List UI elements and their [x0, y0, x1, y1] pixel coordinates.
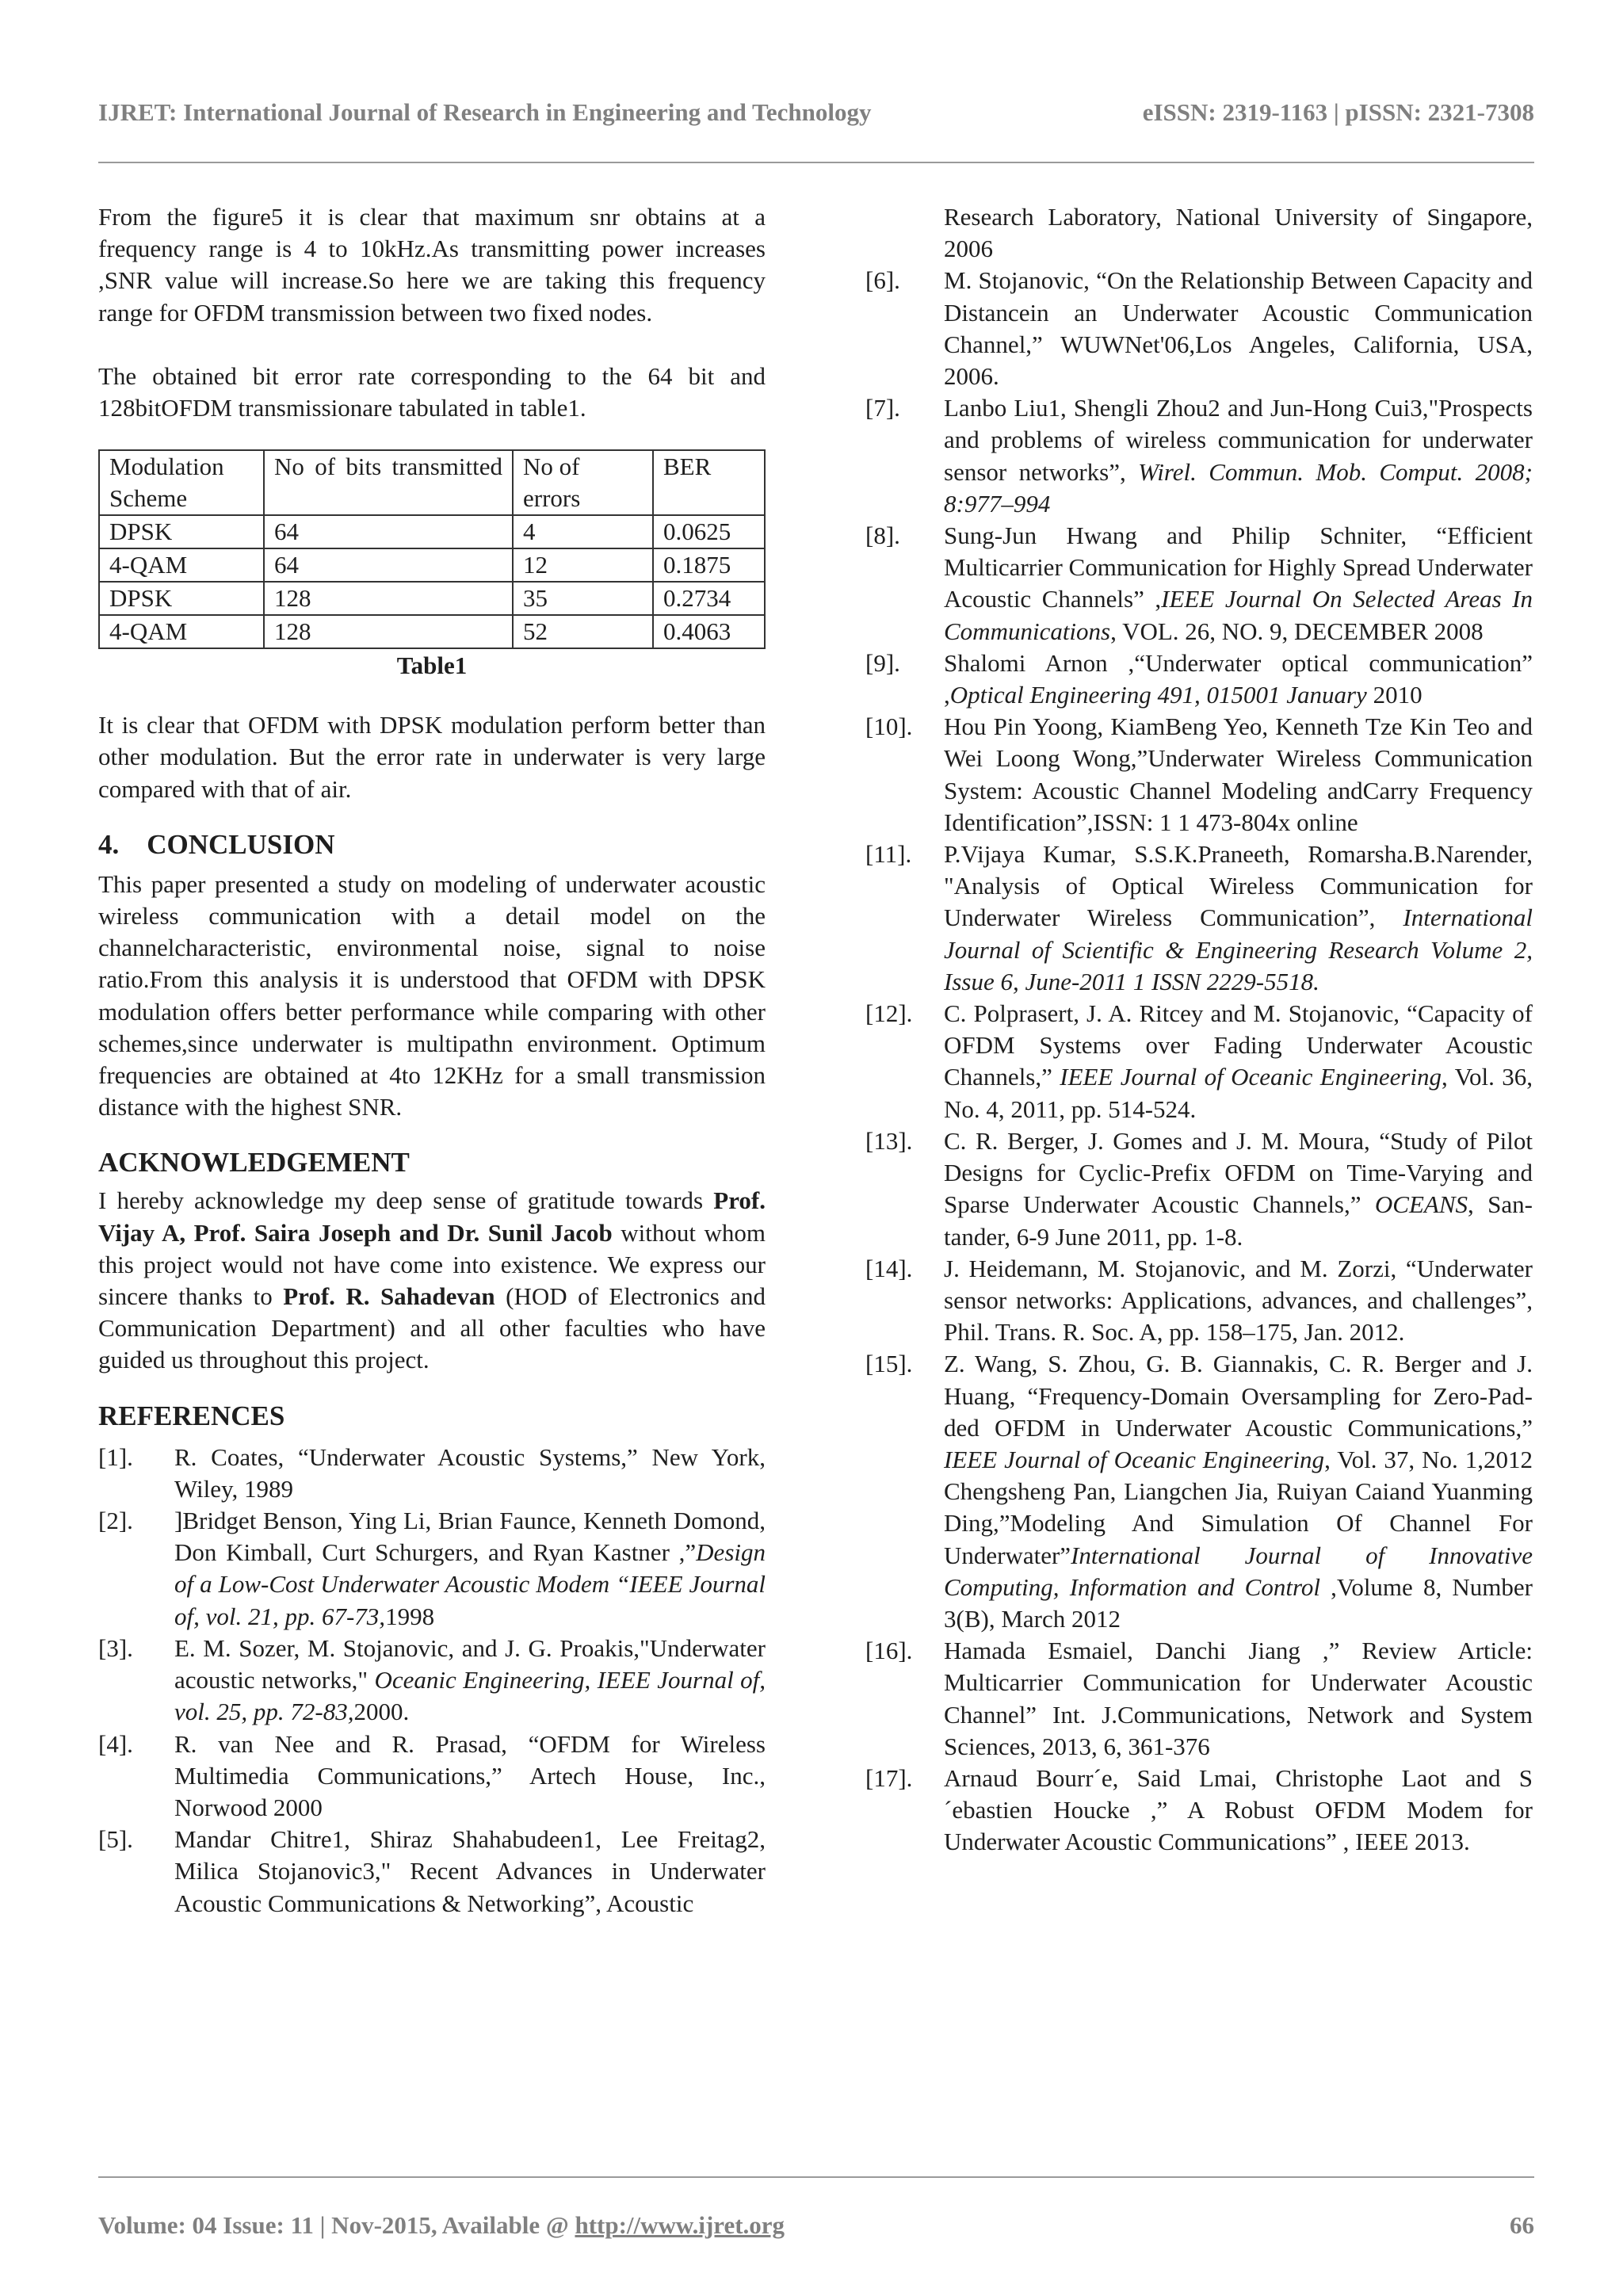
table-header-cell: No of errors	[513, 450, 653, 515]
table-row	[99, 548, 765, 582]
table-cell: 0.4063	[653, 615, 765, 648]
table-cell: 64	[264, 548, 513, 582]
paragraph-dpsk-result: It is clear that OFDM with DPSK modulation perform better than other modulation. But the error rate in underwater is very large compared with that of air.	[98, 711, 766, 803]
footer-volume: Volume: 04 Issue: 11 | Nov-2015, Available @	[98, 2211, 575, 2239]
footer-rule	[98, 2176, 1534, 2178]
header-rule	[98, 162, 1534, 163]
table-row	[99, 582, 765, 615]
reference-item: [15]. Z. Wang, S. Zhou, G. B. Giannakis, C. R. Berger and J. Huang, “Frequency-Domain Oversampling for Zero-Pad- ded OFDM in Underwater Acoustic Communications,” IEEE Journal of Oceanic Engineering, Vol. 37, No. 1,2012 Chengsheng Pan, Liangchen Jia, Ruiyan Caiand Yuanming Ding,”Modeling And Simulation Of Channel For Underwater”International Journal of Innovative Computing, Information and Control ,Volume 8, Number 3(B), March 2012	[865, 1350, 1533, 1633]
journal-title: IJRET: International Journal of Research in Engineering and Technology	[98, 98, 872, 126]
table-header-cell: No of bits transmitted	[264, 450, 513, 515]
left-column	[98, 201, 766, 1920]
acknowledgement-heading: ACKNOWLEDGEMENT	[98, 1147, 410, 1179]
table-cell: 0.1875	[653, 548, 765, 582]
page-header	[98, 98, 1534, 136]
table-cell: 64	[264, 515, 513, 548]
reference-item: [14]. J. Heidemann, M. Stojanovic, and M. Zorzi, “Underwater sensor networks: Applications, advances, and challenges”, Phil. Trans. R. Soc. A, pp. 158–175, Jan. 2012.	[865, 1254, 1533, 1347]
reference-item: [13]. C. R. Berger, J. Gomes and J. M. Moura, “Study of Pilot Designs for Cyclic-Prefix OFDM on Time-Varying and Sparse Underwater Acoustic Channels,” OCEANS, San- tander, 6-9 June 2011, pp. 1-8.	[865, 1126, 1533, 1251]
table-cell: 128	[264, 582, 513, 615]
reference-item: [17]. Arnaud Bourr´e, Said Lmai, Christophe Laot and S´ebastien Houcke ,” A Robust OFDM Modem for Underwater Acoustic Communications” , IEEE 2013.	[865, 1763, 1533, 1856]
table-cell: 52	[513, 615, 653, 648]
right-column	[865, 201, 1533, 1859]
references-heading: REFERENCES	[98, 1400, 285, 1431]
footer-link[interactable]: http://www.ijret.org	[575, 2211, 785, 2239]
acknowledgement-text: I hereby acknowledge my deep sense of gratitude towards Prof. Vijay A, Prof. Saira Joseph and Dr. Sunil Jacob without whom this project would not have come into existence. We express our sincere thanks to Prof. R. Sahadevan (HOD of Electronics and Communication Department) and all other faculties who have guided us throughout this project.	[98, 1186, 766, 1374]
conclusion-heading: 4. CONCLUSION	[98, 828, 335, 860]
table-cell: 35	[513, 582, 653, 615]
reference-item: [9]. Shalomi Arnon ,“Underwater optical communication” ,Optical Engineering 491, 015001 January 2010	[865, 648, 1533, 709]
page-footer	[98, 2211, 1534, 2240]
table-cell: DPSK	[99, 582, 264, 615]
table-cell: 4	[513, 515, 653, 548]
table-cell: 12	[513, 548, 653, 582]
table-cell: 128	[264, 615, 513, 648]
reference-item: [10]. Hou Pin Yoong, KiamBeng Yeo, Kenneth Tze Kin Teo and Wei Loong Wong,”Underwater Wireless Communication System: Acoustic Channel Modeling andCarry Frequency Identification”,ISSN: 1 1 473-804x online	[865, 712, 1533, 836]
reference-item: [5]. Mandar Chitre1, Shiraz Shahabudeen1, Lee Freitag2, Milica Stojanovic3," Recent Advances in Underwater Acoustic Communications & Networking”, Acoustic	[98, 1825, 766, 1917]
table-header-cell: Modulation Scheme	[99, 450, 264, 515]
ber-table	[98, 449, 766, 649]
table-caption: Table1	[396, 651, 468, 680]
table-cell: DPSK	[99, 515, 264, 548]
reference-item: [8]. Sung-Jun Hwang and Philip Schniter, “Efficient Multicarrier Communication for Highly Spread Underwater Acoustic Channels” ,IEEE Journal On Selected Areas In Communications, VOL. 26, NO. 9, DECEMBER 2008	[865, 521, 1533, 645]
table-cell: 0.2734	[653, 582, 765, 615]
table-cell: 4-QAM	[99, 548, 264, 582]
reference-continuation: Research Laboratory, National University of Singapore, 2006	[944, 203, 1533, 263]
paragraph-figure5: From the figure5 it is clear that maximum snr obtains at a frequency range is 4 to 10kHz.As transmitting power increases ,SNR value will increase.So here we are taking this frequency range for OFDM transmission between two fixed nodes.	[98, 203, 766, 327]
reference-item: [2]. ]Bridget Benson, Ying Li, Brian Faunce, Kenneth Domond, Don Kimball, Curt Schurgers, and Ryan Kastner ,”Design of a Low-Cost Underwater Acoustic Modem “IEEE Journal of, vol. 21, pp. 67-73,1998	[98, 1507, 766, 1630]
reference-item: [6]. M. Stojanovic, “On the Relationship Between Capacity and Distancein an Underwater Acoustic Communication Channel,” WUWNet'06,Los Angeles, California, USA, 2006.	[865, 266, 1533, 391]
conclusion-text: This paper presented a study on modeling of underwater acoustic wireless communication with a detail model on the channelcharacteristic, environmental noise, signal to noise ratio.From this analysis it is understood that OFDM with DPSK modulation offers better performance while comparing with other schemes,since underwater is multipathn environment. Optimum frequencies are obtained at 4to 12KHz for a small transmission distance with the highest SNR.	[98, 869, 766, 1121]
reference-item: [3]. E. M. Sozer, M. Stojanovic, and J. G. Proakis,"Underwater acoustic networks," Oceanic Engineering, IEEE Journal of, vol. 25, pp. 72-83,2000.	[98, 1633, 766, 1726]
paragraph-table-intro: The obtained bit error rate corresponding to the 64 bit and 128bitOFDM transmissionare tabulated in table1.	[98, 361, 766, 422]
page-number: 66	[1510, 2211, 1534, 2239]
issn-text: eISSN: 2319-1163 | pISSN: 2321-7308	[1142, 98, 1534, 126]
table-header-cell: BER	[653, 450, 765, 515]
reference-item: [1]. R. Coates, “Underwater Acoustic Systems,” New York, Wiley, 1989	[98, 1442, 766, 1503]
reference-item: [7]. Lanbo Liu1, Shengli Zhou2 and Jun-Hong Cui3,"Prospects and problems of wireless communication for underwater sensor networks”, Wirel. Commun. Mob. Comput. 2008; 8:977–994	[865, 394, 1533, 518]
reference-item: [12]. C. Polprasert, J. A. Ritcey and M. Stojanovic, “Capacity of OFDM Systems over Fading Underwater Acoustic Channels,” IEEE Journal of Oceanic Engineering, Vol. 36, No. 4, 2011, pp. 514-524.	[865, 999, 1533, 1123]
table-cell: 0.0625	[653, 515, 765, 548]
table-row	[99, 515, 765, 548]
reference-item: [11]. P.Vijaya Kumar, S.S.K.Praneeth, Romarsha.B.Narender, "Analysis of Optical Wireless Communication for Underwater Wireless Communication”, International Journal of Scientific & Engineering Research Volume 2, Issue 6, June-2011 1 ISSN 2229-5518.	[865, 840, 1533, 995]
table-header-row	[99, 450, 765, 515]
table-cell: 4-QAM	[99, 615, 264, 648]
reference-item: [16]. Hamada Esmaiel, Danchi Jiang ,” Review Article: Multicarrier Communication for Underwater Acoustic Channel” Int. J.Communications, Network and System Sciences, 2013, 6, 361-376	[865, 1637, 1533, 1760]
reference-item: [4]. R. van Nee and R. Prasad, “OFDM for Wireless Multimedia Communications,” Artech House, Inc., Norwood 2000	[98, 1729, 766, 1821]
table-row	[99, 615, 765, 648]
